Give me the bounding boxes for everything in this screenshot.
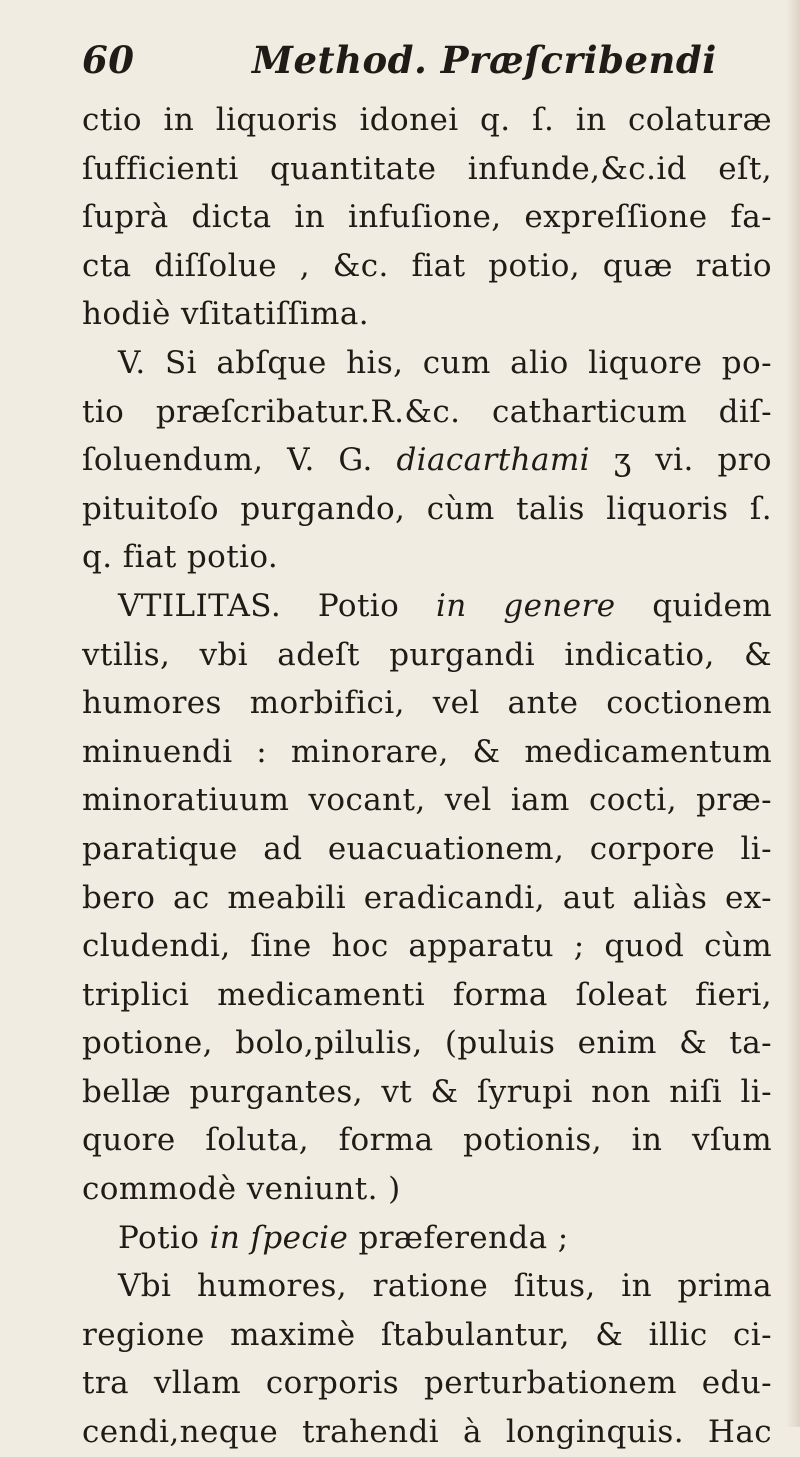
text-span: ſoluendum, V. G.: [82, 442, 373, 479]
text-line: Vbi humores, ratione ſitus, in prima: [118, 1268, 772, 1305]
page-number: 60: [82, 38, 135, 82]
text-line: tio præſcribatur.R.&c. catharticum diſ-: [82, 393, 772, 430]
page-gutter-shadow: [786, 0, 800, 1427]
running-title: Method. Præſcribendi: [252, 38, 717, 82]
text-span: præferenda ;: [358, 1219, 569, 1256]
italic-term: in genere: [435, 587, 616, 624]
text-line: tra vllam corporis perturbationem edu-: [82, 1365, 772, 1402]
text-line: minoratiuum vocant, vel iam cocti, præ-: [82, 782, 772, 819]
text-line: triplici medicamenti forma ſoleat fieri,: [82, 976, 772, 1013]
italic-term: in ſpecie: [209, 1219, 349, 1256]
text-span: ʒ vi. pro: [613, 442, 772, 479]
text-line: humores morbifici, vel ante coctionem: [82, 685, 772, 722]
text-line: quore ſoluta, forma potionis, in vſum: [82, 1122, 772, 1159]
text-line: pituitoſo purgando, cùm talis liquoris ſ.: [82, 490, 772, 527]
text-line: ſuprà dicta in infuſione, expreſſione fa-: [82, 199, 772, 236]
text-line: [82, 1214, 772, 1263]
text-span: quidem: [652, 587, 772, 624]
text-line: hodiè vſitatiſſima.: [82, 296, 369, 333]
text-line: cta diſſolue , &c. fiat potio, quæ ratio: [82, 247, 772, 284]
text-span: VTILITAS. Potio: [118, 587, 400, 624]
running-head: [82, 38, 772, 94]
text-line: cludendi, ſine hoc apparatu ; quod cùm: [82, 928, 772, 965]
text-line: vtilis, vbi adeſt purgandi indicatio, &: [82, 636, 772, 673]
text-line: V. Si abſque his, cum alio liquore po-: [118, 344, 772, 381]
text-line: [82, 582, 772, 631]
body-text: [82, 96, 772, 1457]
text-line: commodè veniunt. ): [82, 1171, 401, 1208]
text-line: paratique ad euacuationem, corpore li-: [82, 830, 772, 867]
text-line: q. fiat potio.: [82, 539, 279, 576]
text-span: Potio: [118, 1219, 200, 1256]
text-line: ſufficienti quantitate infunde,&c.id eſt,: [82, 150, 772, 187]
text-line: regione maximè ſtabulantur, & illic ci-: [82, 1316, 772, 1353]
text-line: minuendi : minorare, & medicamentum: [82, 733, 772, 770]
text-line: [82, 436, 772, 485]
text-line: ctio in liquoris idonei q. ſ. in colaturæ: [82, 102, 772, 138]
text-line: cendi,neque trahendi à longinquis. Hac: [82, 1414, 772, 1451]
text-line: bellæ purgantes, vt & ſyrupi non niſi li-: [82, 1073, 772, 1110]
text-line: potione, bolo,pilulis, (puluis enim & ta-: [82, 1025, 772, 1062]
italic-term: diacarthami: [396, 442, 590, 479]
text-line: bero ac meabili eradicandi, aut aliàs ex-: [82, 879, 772, 916]
